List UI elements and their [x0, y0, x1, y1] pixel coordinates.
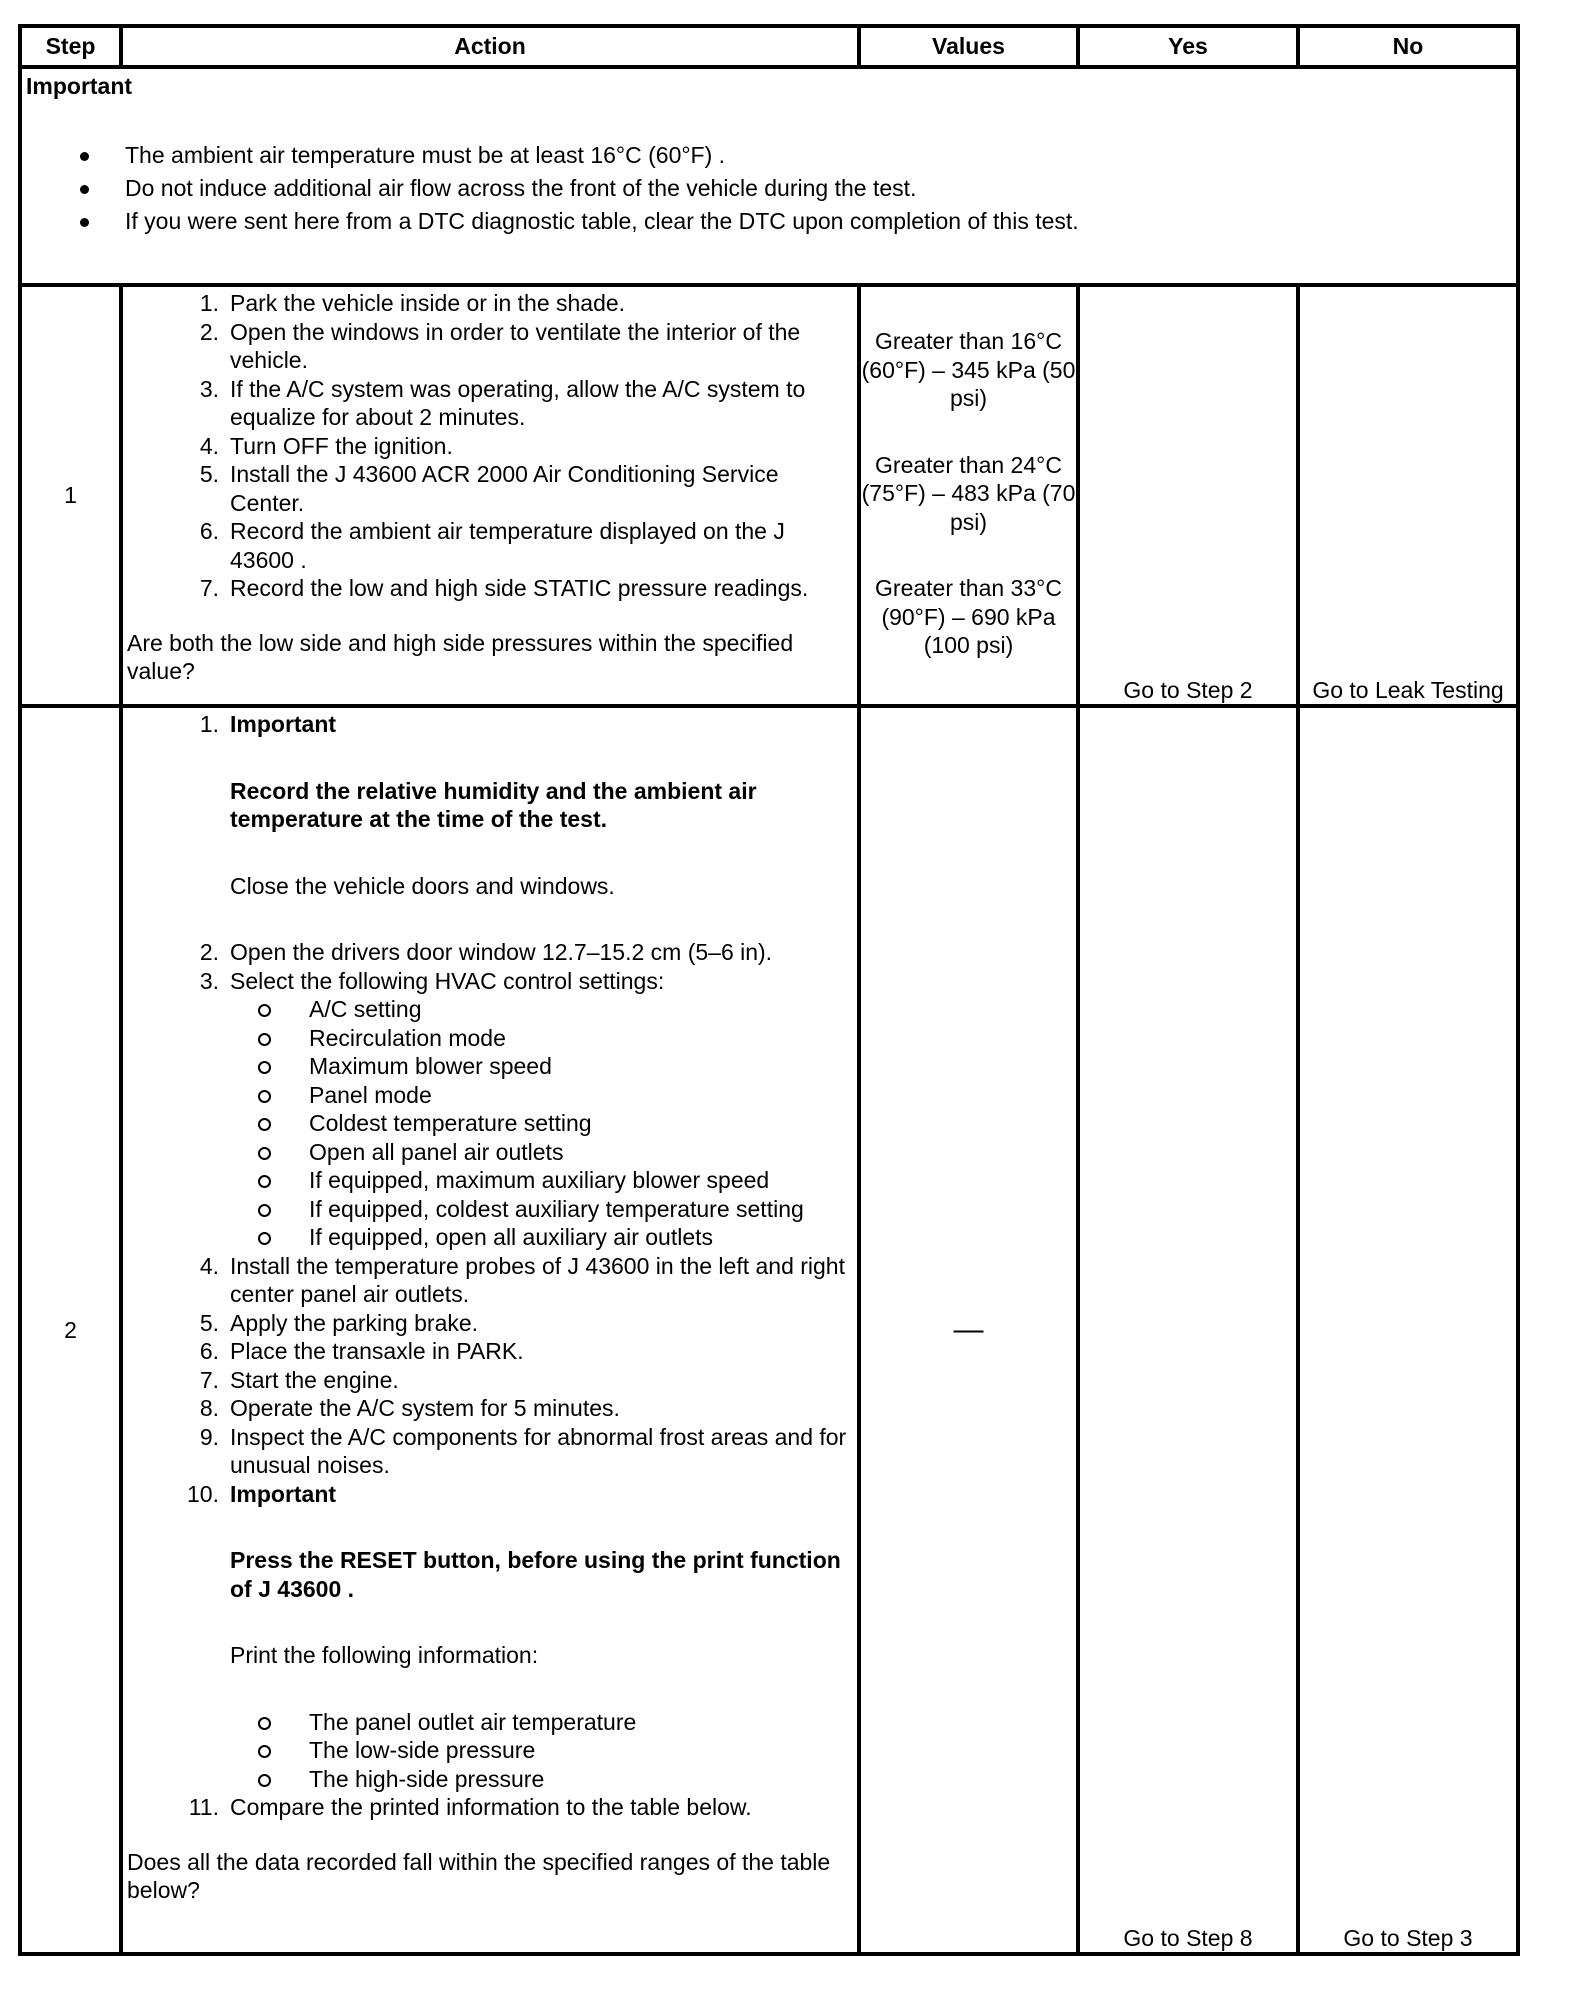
list-item: Recirculation mode — [230, 1024, 853, 1053]
step-2-action-list — [127, 710, 853, 1822]
print-info-list — [230, 1708, 853, 1794]
circle-bullet-icon — [258, 1147, 271, 1160]
circle-bullet-icon — [258, 1175, 271, 1188]
important-label: Important — [230, 1480, 337, 1507]
bullet-icon — [80, 218, 89, 227]
list-item: Maximum blower speed — [230, 1052, 853, 1081]
value-spec: Greater than 16°C (60°F) – 345 kPa (50 psi) — [861, 328, 1076, 411]
step-1-values — [859, 285, 1078, 706]
important-note: Press the RESET button, before using the print function of J 43600 . — [230, 1547, 841, 1602]
header-action: Action — [121, 26, 859, 67]
step-2-row — [20, 706, 1518, 1954]
step-1-question: Are both the low side and high side pressures within the specified value? — [127, 629, 794, 684]
action-item: 4. Turn OFF the ignition. — [199, 432, 453, 459]
important-row — [20, 67, 1518, 285]
action-item: 7. Start the engine. — [199, 1366, 399, 1393]
action-item: 1. Important Record the relative humidity and the ambient air temperature at the time of the test. Close the vehicle doors and windows. — [127, 710, 853, 938]
header-yes: Yes — [1078, 26, 1298, 67]
value-spec: Greater than 33°C (90°F) – 690 kPa (100 psi) — [875, 575, 1062, 658]
step-1-row — [20, 285, 1518, 706]
list-item: Panel mode — [230, 1081, 853, 1110]
step-1-action — [121, 285, 859, 706]
circle-bullet-icon — [258, 1204, 271, 1217]
action-item: 8. Operate the A/C system for 5 minutes. — [199, 1395, 620, 1421]
action-item: 3. If the A/C system was operating, allow the A/C system to equalize for about 2 minutes. — [199, 375, 806, 430]
action-item: 6. Place the transaxle in PARK. — [199, 1338, 524, 1364]
circle-bullet-icon — [258, 1033, 271, 1046]
action-item: 9. Inspect the A/C components for abnormal frost areas and for unusual noises. — [199, 1423, 847, 1478]
circle-bullet-icon — [258, 1717, 271, 1730]
list-item: The panel outlet air temperature — [230, 1708, 853, 1737]
hvac-settings-list — [230, 995, 853, 1252]
header-values: Values — [859, 26, 1078, 67]
bullet-icon — [80, 152, 89, 161]
circle-bullet-icon — [258, 1774, 271, 1787]
action-item: 3. Select the following HVAC control settings: A/C setting Recirculation mode Maximum blower speed Panel mode Coldest temperature setting Open all panel air outlets If equipped, maximum auxiliary blower speed If equipped, coldest auxiliary temperature setting If equipped, open all auxiliary air outlets — [127, 967, 853, 1252]
step-1-action-list — [127, 289, 853, 603]
action-item: 11. Compare the printed information to the table below. — [188, 1794, 752, 1820]
action-item: 6. Record the ambient air temperature displayed on the J 43600 . — [199, 518, 785, 573]
list-item: Coldest temperature setting — [230, 1109, 853, 1138]
circle-bullet-icon — [258, 1090, 271, 1103]
action-item: 4. Install the temperature probes of J 43600 in the left and right center panel air outlets. — [199, 1252, 845, 1307]
action-item: 5. Apply the parking brake. — [199, 1309, 479, 1336]
important-note: Record the relative humidity and the ambient air temperature at the time of the test. — [230, 777, 757, 832]
step-2-values: — — [859, 706, 1078, 1954]
circle-bullet-icon — [258, 1061, 271, 1074]
important-box — [20, 67, 1518, 285]
list-item: If equipped, coldest auxiliary temperature setting — [230, 1195, 853, 1224]
step-2-question: Does all the data recorded fall within the specified ranges of the table below? — [127, 1848, 831, 1903]
step-2-action — [121, 706, 859, 1954]
header-row — [20, 26, 1518, 67]
list-item: Open all panel air outlets — [230, 1138, 853, 1167]
list-item: The high-side pressure — [230, 1765, 853, 1794]
list-item: If equipped, maximum auxiliary blower speed — [230, 1166, 853, 1195]
step-number: 1 — [20, 285, 121, 706]
action-item: 10. Important Press the RESET button, before using the print function of J 43600 . Print the following information: The panel outlet air temperature The low-side pressure The high-side pressure — [127, 1480, 853, 1794]
step-2-no: Go to Step 3 — [1298, 706, 1518, 1954]
list-item: A/C setting — [230, 995, 853, 1024]
value-spec: Greater than 24°C (75°F) – 483 kPa (70 psi) — [861, 451, 1076, 535]
action-item: 7. Record the low and high side STATIC pressure readings. — [199, 575, 809, 601]
action-item: 2. Open the drivers door window 12.7–15.2 cm (5–6 in). — [199, 939, 773, 965]
action-item: 2. Open the windows in order to ventilate the interior of the vehicle. — [199, 318, 801, 373]
important-bullet: If you were sent here from a DTC diagnostic table, clear the DTC upon completion of this test. — [26, 205, 1512, 238]
step-number: 2 — [20, 706, 121, 1954]
circle-bullet-icon — [258, 1004, 271, 1017]
important-bullet: Do not induce additional air flow across the front of the vehicle during the test. — [26, 172, 1512, 205]
list-item: If equipped, open all auxiliary air outlets — [230, 1223, 853, 1252]
important-bullets — [26, 139, 1512, 238]
action-item: 5. Install the J 43600 ACR 2000 Air Conditioning Service Center. — [199, 461, 779, 516]
bullet-icon — [80, 185, 89, 194]
circle-bullet-icon — [258, 1118, 271, 1131]
header-no: No — [1298, 26, 1518, 67]
step-2-yes: Go to Step 8 — [1078, 706, 1298, 1954]
circle-bullet-icon — [258, 1745, 271, 1758]
list-item: The low-side pressure — [230, 1736, 853, 1765]
header-step: Step — [20, 26, 121, 67]
important-bullet: The ambient air temperature must be at least 16°C (60°F) . — [26, 139, 1512, 172]
action-item: 1. Park the vehicle inside or in the shade. — [199, 290, 626, 316]
circle-bullet-icon — [258, 1232, 271, 1245]
step-1-yes: Go to Step 2 — [1078, 285, 1298, 706]
diagnostic-table — [18, 24, 1520, 1956]
important-label: Important — [230, 711, 337, 737]
step-1-no: Go to Leak Testing — [1298, 285, 1518, 706]
important-title: Important — [26, 73, 133, 99]
